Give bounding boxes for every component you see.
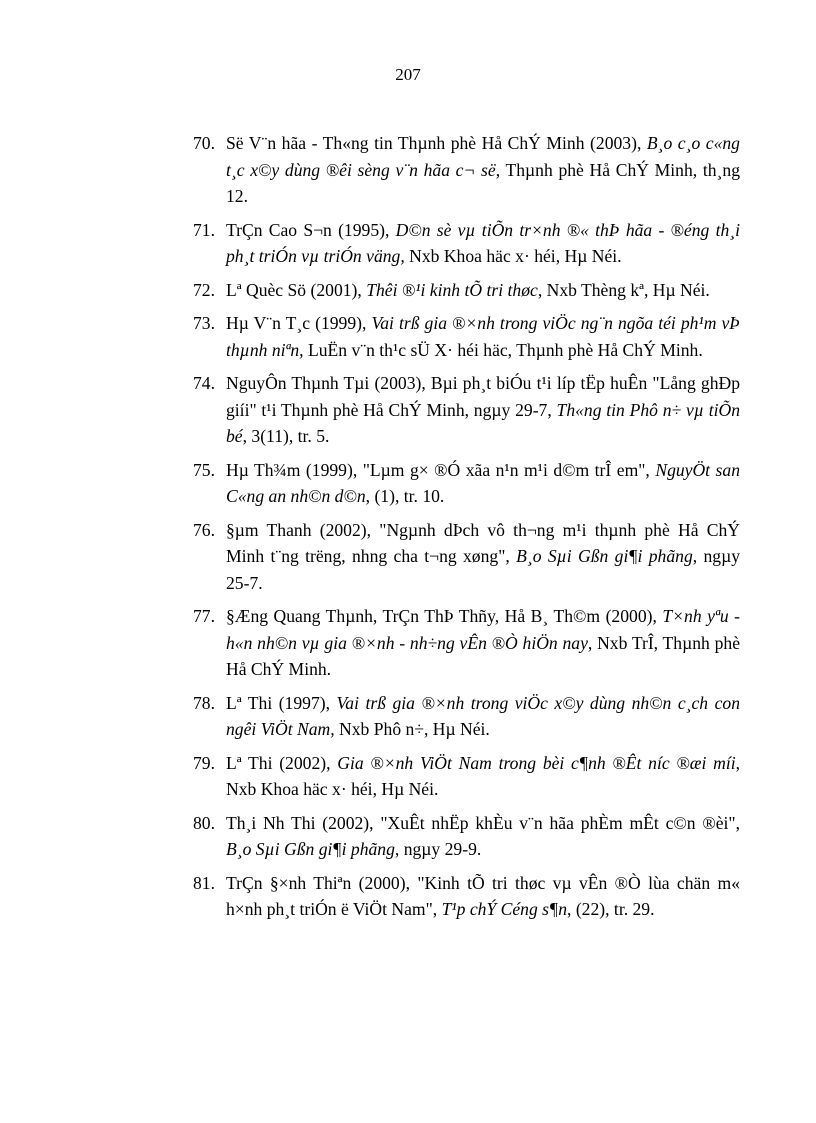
reference-item bbox=[155, 690, 740, 743]
reference-number: 74. bbox=[193, 373, 215, 393]
reference-title: D©n sè vµ tiÕn tr×nh ®« thÞ hãa - ®éng th¸i ph¸t triÓn vµ triÓn väng, bbox=[226, 219, 741, 266]
reference-title: T×nh yªu - h«n nh©n vµ gia ®×nh - nh÷ng vÊn ®Ò hiÖn nay bbox=[226, 606, 740, 653]
reference-text: Nxb Phô n÷, Hµ Néi. bbox=[334, 719, 490, 739]
reference-number: 78. bbox=[193, 692, 215, 713]
reference-text: LuËn v¨n th¹c sÜ X· héi häc, Thµnh phè Hå ChÝ Minh. bbox=[303, 339, 703, 360]
reference-number: 75. bbox=[193, 459, 215, 480]
reference-text: , 3(11), tr. 5. bbox=[242, 426, 330, 446]
reference-text: Nxb Khoa häc x· héi, Hµ Néi. bbox=[404, 246, 622, 266]
reference-number: 80. bbox=[193, 812, 215, 833]
reference-text: Lª Thi (2002), bbox=[226, 752, 338, 773]
reference-text: TrÇn Cao S¬n (1995), bbox=[226, 219, 396, 240]
reference-text: , ngµy 29-9. bbox=[394, 839, 482, 859]
reference-number: 73. bbox=[193, 313, 215, 333]
reference-text: §µm Thanh (2002), "Ngµnh dÞch vô th¬ng m¹i thµnh phè Hå ChÝ Minh t¨ng trëng, nhng cha t¬ng xøng", bbox=[226, 519, 740, 566]
reference-text: Hµ Th¾m (1999), "Lµm g× ®Ó xãa n¹n m¹i d©m trÎ em", bbox=[226, 459, 656, 480]
reference-text: NguyÔn Thµnh Tµi (2003), Bµi ph¸t biÓu t¹i líp tËp huÊn "Lång ghÐp giíi" t¹i Thµnh phè Hå ChÝ Minh, ngµy 29-7, bbox=[226, 373, 740, 420]
reference-text: , ngµy 25-7. bbox=[226, 546, 741, 593]
reference-item bbox=[155, 217, 740, 270]
reference-text: Së V¨n hãa - Th«ng tin Thµnh phè Hå ChÝ Minh (2003), bbox=[226, 133, 647, 153]
reference-item bbox=[155, 277, 740, 304]
reference-title: B¸o Sµi Gßn gi¶i phãng bbox=[516, 546, 693, 566]
reference-title: Thêi ®¹i kinh tÕ tri thøc bbox=[366, 279, 538, 300]
reference-text: , (1), tr. 10. bbox=[365, 486, 445, 506]
reference-text: Lª Quèc Sö (2001), bbox=[226, 279, 367, 300]
reference-item bbox=[155, 517, 740, 597]
reference-text: , Nxb TrÎ, Thµnh phè Hå ChÝ Minh. bbox=[226, 632, 740, 679]
reference-item bbox=[155, 457, 740, 510]
reference-text: §Æng Quang Thµnh, TrÇn ThÞ Thñy, Hå B¸ Th©m (2000), bbox=[226, 606, 663, 626]
reference-text: Hµ V¨n T¸c (1999), bbox=[226, 313, 372, 333]
reference-number: 72. bbox=[193, 279, 215, 300]
reference-list bbox=[155, 130, 740, 930]
reference-item bbox=[155, 130, 740, 210]
reference-item bbox=[155, 603, 740, 683]
reference-number: 71. bbox=[193, 219, 215, 240]
reference-number: 76. bbox=[193, 519, 215, 540]
reference-title: B¸o Sµi Gßn gi¶i phãng bbox=[226, 839, 395, 859]
reference-number: 79. bbox=[193, 752, 215, 773]
reference-item bbox=[155, 750, 740, 803]
reference-text: , Nxb Khoa häc x· héi, Hµ Néi. bbox=[226, 752, 740, 799]
reference-item bbox=[155, 870, 740, 923]
reference-text: , Thµnh phè Hå ChÝ Minh, th¸ng 12. bbox=[226, 159, 740, 206]
reference-text: Th¸i Nh Thi (2002), "XuÊt nhËp khÈu v¨n hãa phÈm mÊt c©n ®èi", bbox=[226, 812, 740, 833]
reference-item bbox=[155, 370, 740, 450]
reference-item bbox=[155, 810, 740, 863]
reference-number: 70. bbox=[193, 133, 215, 153]
reference-title: B¸o c¸o c«ng t¸c x©y dùng ®êi sèng v¨n hãa c¬ së bbox=[226, 133, 740, 180]
reference-text: Lª Thi (1997), bbox=[226, 692, 337, 713]
reference-title: Gia ®×nh ViÖt Nam trong bèi c¶nh ®Êt níc ®æi míi bbox=[337, 752, 736, 773]
reference-text: TrÇn §×nh Thiªn (2000), "Kinh tÕ tri thøc vµ vÊn ®Ò lùa chän m« h×nh ph¸t triÓn ë ViÖt Nam", bbox=[226, 872, 740, 919]
reference-number: 77. bbox=[193, 606, 215, 626]
reference-title: Th«ng tin Phô n÷ vµ tiÕn bé bbox=[226, 399, 740, 446]
reference-item bbox=[155, 310, 740, 363]
reference-title: Vai trß gia ®×nh trong viÖc ng¨n ngõa téi ph¹m vÞ thµnh niªn, bbox=[226, 313, 740, 360]
page-number: 207 bbox=[395, 65, 421, 84]
reference-text: , (22), tr. 29. bbox=[567, 899, 655, 919]
reference-title: NguyÖt san C«ng an nh©n d©n bbox=[226, 459, 740, 506]
reference-title: T¹p chÝ Céng s¶n bbox=[441, 899, 568, 919]
reference-title: Vai trß gia ®×nh trong viÖc x©y dùng nh©n c¸ch con ngêi ViÖt Nam, bbox=[226, 692, 740, 739]
reference-number: 81. bbox=[193, 872, 215, 893]
reference-text: , Nxb Thèng kª, Hµ Néi. bbox=[537, 279, 710, 300]
